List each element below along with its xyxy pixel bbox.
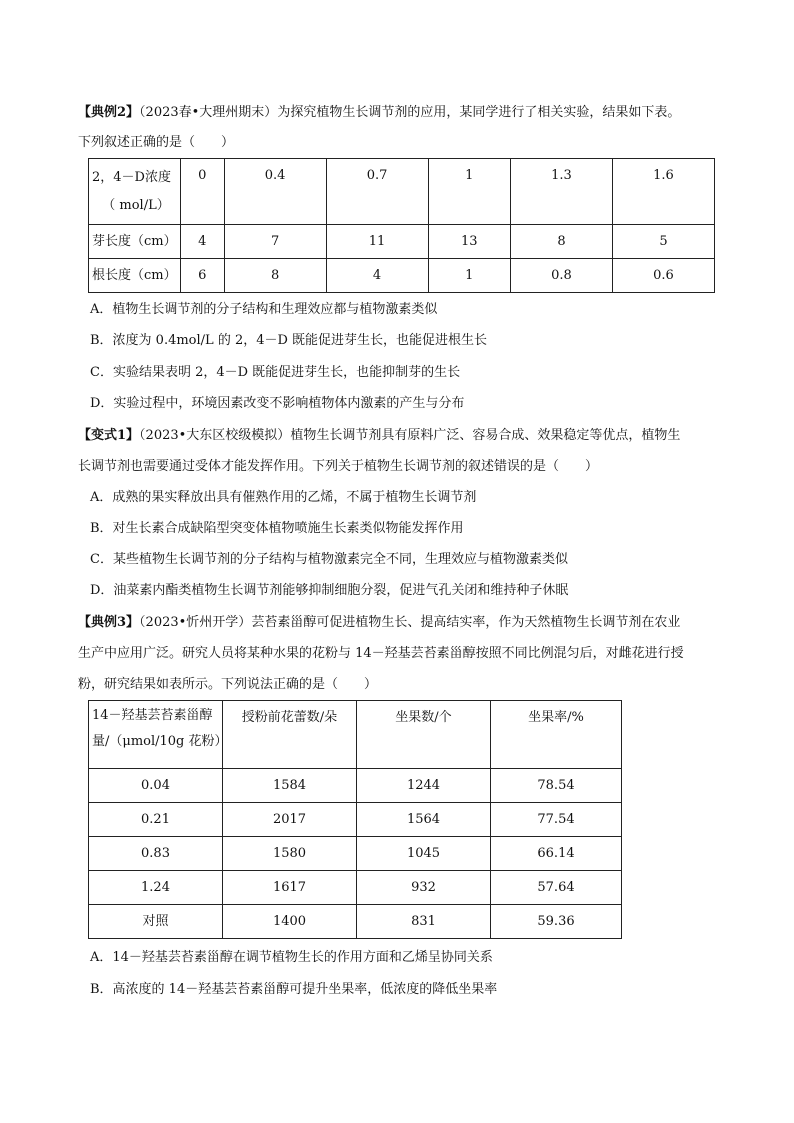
q3-stem2: 生产中应用广泛。研究人员将某种水果的花粉与 14－羟基芸苔素甾醇按照不同比例混匀后，对雌花进行授 [78, 646, 684, 661]
q3-option-b: B．高浓度的 14－羟基芸苔素甾醇可提升坐果率，低浓度的降低坐果率 [90, 982, 498, 997]
q1-option-b: B．浓度为 0.4mol/L 的 2，4－D 既能促进芽生长，也能促进根生长 [90, 333, 488, 348]
table-row [89, 871, 622, 905]
q1-col-0: 0 [181, 159, 225, 225]
q1-header-line2: （ mol/L） [102, 197, 170, 213]
q3-header-line1: 14－羟基芸苔素甾醇 [92, 708, 213, 723]
q3-stem3: 粉，研究结果如表所示。下列说法正确的是（ ） [78, 677, 378, 692]
q3-tag: 【典例3】 [78, 615, 140, 630]
q3-header-rate: 坐果率/% [491, 701, 622, 769]
q3-table-header-amount [89, 701, 228, 769]
q1-table-header [89, 159, 181, 225]
q3-table [88, 700, 622, 939]
table-cell: 4 [326, 259, 428, 293]
q1-col-4: 1.3 [511, 159, 613, 225]
q3-source: （2023•忻州开学） [139, 615, 252, 630]
table-cell: 78.54 [491, 769, 622, 803]
q1-option-c: C．实验结果表明 2，4－D 既能促进芽生长，也能抑制芽的生长 [90, 365, 461, 380]
q2-stem-line1 [78, 427, 680, 445]
table-cell: 1 [428, 259, 510, 293]
q3-header-line2: 量/（μmol/10g 花粉） [92, 734, 228, 749]
table-cell: 831 [357, 905, 491, 939]
q2-option-d: D．油菜素内酯类植物生长调节剂能够抑制细胞分裂，促进气孔关闭和维持种子休眠 [90, 583, 569, 598]
table-cell: 8 [224, 259, 326, 293]
table-cell: 4 [181, 225, 225, 259]
q1-source: （2023春•大理州期末） [139, 105, 278, 120]
q1-row-bud-label: 芽长度（cm） [89, 225, 181, 259]
table-row [89, 905, 622, 939]
table-cell: 5 [612, 225, 714, 259]
q1-col-1: 0.4 [224, 159, 326, 225]
table-cell: 66.14 [491, 837, 622, 871]
table-cell: 59.36 [491, 905, 622, 939]
q1-stem-line1 [78, 104, 680, 122]
table-cell: 1045 [357, 837, 491, 871]
q2-source: （2023•大东区校级模拟） [139, 428, 291, 443]
q3-header-fruits: 坐果数/个 [357, 701, 491, 769]
table-cell: 8 [511, 225, 613, 259]
table-cell: 1400 [223, 905, 357, 939]
table-cell: 对照 [89, 905, 223, 939]
table-cell: 1564 [357, 803, 491, 837]
table-cell: 13 [428, 225, 510, 259]
q1-col-5: 1.6 [612, 159, 714, 225]
table-cell: 2017 [223, 803, 357, 837]
q1-option-a: A．植物生长调节剂的分子结构和生理效应都与植物激素类似 [90, 302, 438, 317]
q3-stem-line1 [78, 614, 680, 632]
table-row [89, 769, 622, 803]
q2-option-c: C．某些植物生长调节剂的分子结构与植物激素完全不同，生理效应与植物激素类似 [90, 552, 568, 567]
table-cell: 1.24 [89, 871, 223, 905]
q2-stem1: 植物生长调节剂具有原料广泛、容易合成、效果稳定等优点，植物生 [290, 428, 681, 443]
table-cell: 0.6 [612, 259, 714, 293]
table-cell: 7 [224, 225, 326, 259]
table-cell: 932 [357, 871, 491, 905]
table-row [89, 837, 622, 871]
table-cell: 11 [326, 225, 428, 259]
q1-table [88, 158, 715, 293]
table-cell: 6 [181, 259, 225, 293]
q1-stem1: 为探究植物生长调节剂的应用，某同学进行了相关实验，结果如下表。 [277, 105, 681, 120]
q1-col-3: 1 [428, 159, 510, 225]
table-cell: 0.21 [89, 803, 223, 837]
table-cell: 0.04 [89, 769, 223, 803]
q3-header-buds: 授粉前花蕾数/朵 [223, 701, 357, 769]
table-row [89, 225, 715, 259]
q1-option-d: D．实验过程中，环境因素改变不影响植物体内激素的产生与分布 [90, 396, 465, 411]
q1-tag: 【典例2】 [78, 105, 140, 120]
table-row [89, 803, 622, 837]
table-cell: 1617 [223, 871, 357, 905]
q1-col-2: 0.7 [326, 159, 428, 225]
q2-option-b: B．对生长素合成缺陷型突变体植物喷施生长素类似物能发挥作用 [90, 521, 464, 536]
q2-stem2: 长调节剂也需要通过受体才能发挥作用。下列关于植物生长调节剂的叙述错误的是（ ） [78, 459, 599, 474]
q3-option-a: A．14－羟基芸苔素甾醇在调节植物生长的作用方面和乙烯呈协同关系 [90, 950, 493, 965]
table-cell: 77.54 [491, 803, 622, 837]
table-cell: 1580 [223, 837, 357, 871]
q3-stem1: 芸苔素甾醇可促进植物生长、提高结实率，作为天然植物生长调节剂在农业 [251, 615, 681, 630]
q1-stem2: 下列叙述正确的是（ ） [78, 135, 235, 150]
q2-option-a: A．成熟的果实释放出具有催熟作用的乙烯，不属于植物生长调节剂 [90, 490, 477, 505]
q1-row-root-label: 根长度（cm） [89, 259, 181, 293]
table-cell: 1584 [223, 769, 357, 803]
table-row [89, 259, 715, 293]
q2-tag: 【变式1】 [78, 428, 140, 443]
q1-header-line1: 2，4－D浓度 [92, 169, 171, 185]
table-cell: 0.83 [89, 837, 223, 871]
table-cell: 57.64 [491, 871, 622, 905]
table-cell: 1244 [357, 769, 491, 803]
table-cell: 0.8 [511, 259, 613, 293]
